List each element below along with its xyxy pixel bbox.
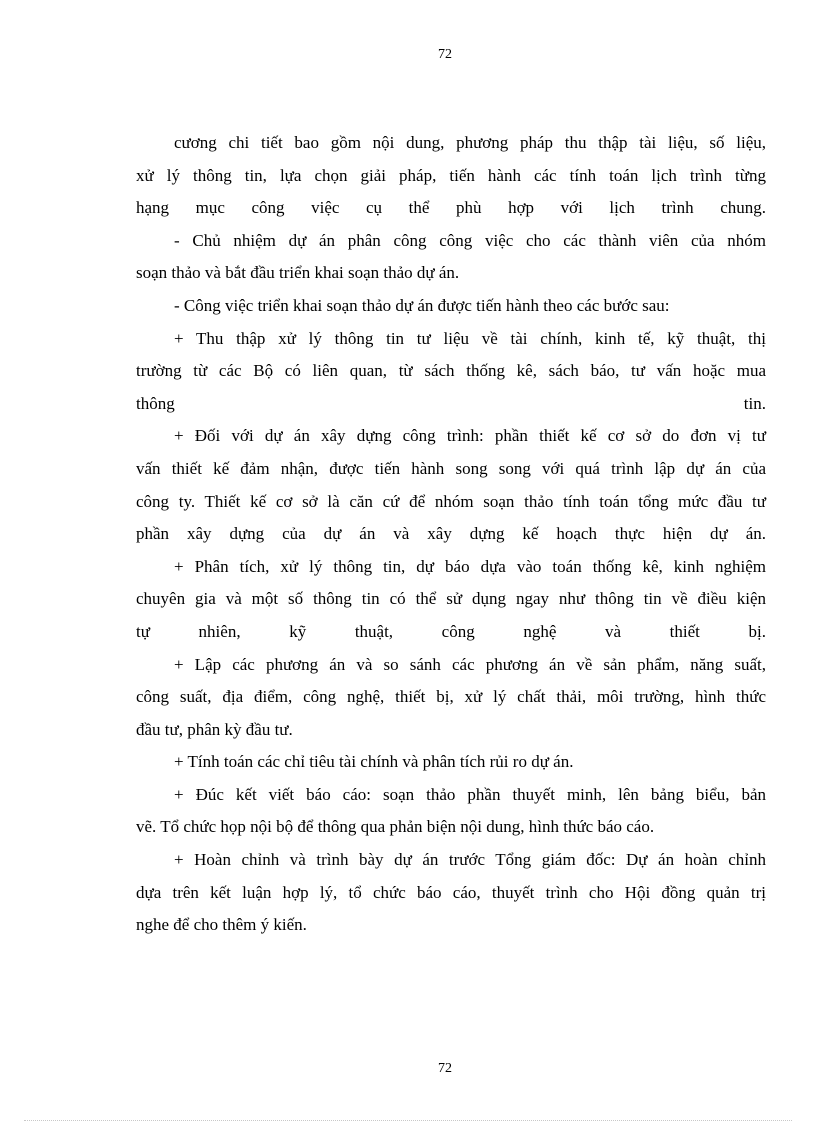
text-line: soạn thảo và bắt đầu triển khai soạn thảo dự án.	[136, 263, 460, 283]
text-line: vẽ. Tổ chức họp nội bộ để thông qua phản biện nội dung, hình thức báo cáo.	[136, 817, 655, 837]
text-line: - Chủ nhiệm dự án phân công công việc cho các thành viên của nhóm	[174, 230, 766, 250]
text-line: tự nhiên, kỹ thuật, công nghệ và thiết bị.	[136, 621, 766, 641]
page-number-top: 72	[438, 47, 452, 62]
text-line: + Đúc kết viết báo cáo: soạn thảo phần thuyết minh, lên bảng biểu, bản	[174, 784, 766, 804]
text-line: công ty. Thiết kế cơ sở là căn cứ để nhóm soạn thảo tính toán tổng mức đầu tư	[136, 491, 766, 511]
text-line: + Phân tích, xử lý thông tin, dự báo dựa vào toán thống kê, kinh nghiệm	[174, 556, 766, 576]
text-line: - Công việc triển khai soạn thảo dự án được tiến hành theo các bước sau:	[174, 295, 670, 315]
document-body	[136, 127, 766, 942]
page-bottom-divider	[24, 1120, 792, 1121]
text-line: + Thu thập xử lý thông tin tư liệu về tài chính, kinh tế, kỹ thuật, thị	[174, 328, 766, 348]
text-line: + Đối với dự án xây dựng công trình: phần thiết kế cơ sở do đơn vị tư	[174, 426, 766, 446]
text-line: thông tin.	[136, 393, 766, 413]
text-line: dựa trên kết luận hợp lý, tổ chức báo cáo, thuyết trình cho Hội đồng quản trị	[136, 882, 766, 902]
text-line: cương chi tiết bao gồm nội dung, phương pháp thu thập tài liệu, số liệu,	[174, 133, 766, 152]
text-line: nghe để cho thêm ý kiến.	[136, 915, 307, 935]
text-line: chuyên gia và một số thông tin có thể sử dụng ngay như thông tin về điều kiện	[136, 589, 766, 609]
text-line: + Lập các phương án và so sánh các phương án về sản phẩm, năng suất,	[174, 654, 766, 674]
text-line: trường từ các Bộ có liên quan, từ sách thống kê, sách báo, tư vấn hoặc mua	[136, 361, 766, 381]
text-line: công suất, địa điểm, công nghệ, thiết bị, xử lý chất thải, môi trường, hình thức	[136, 687, 766, 707]
text-line: + Hoàn chỉnh và trình bày dự án trước Tổng giám đốc: Dự án hoàn chỉnh	[174, 850, 766, 870]
text-line: đầu tư, phân kỳ đầu tư.	[136, 719, 293, 739]
text-line: vấn thiết kế đảm nhận, được tiến hành song song với quá trình lập dự án của	[136, 458, 766, 478]
text-line: + Tính toán các chỉ tiêu tài chính và phân tích rủi ro dự án.	[174, 752, 574, 772]
text-line: xử lý thông tin, lựa chọn giải pháp, tiến hành các tính toán lịch trình từng	[136, 165, 766, 185]
page-number-bottom: 72	[438, 1061, 452, 1076]
text-line: hạng mục công việc cụ thể phù hợp với lịch trình chung.	[136, 198, 766, 218]
text-line: phần xây dựng của dự án và xây dựng kế hoạch thực hiện dự án.	[136, 524, 766, 544]
